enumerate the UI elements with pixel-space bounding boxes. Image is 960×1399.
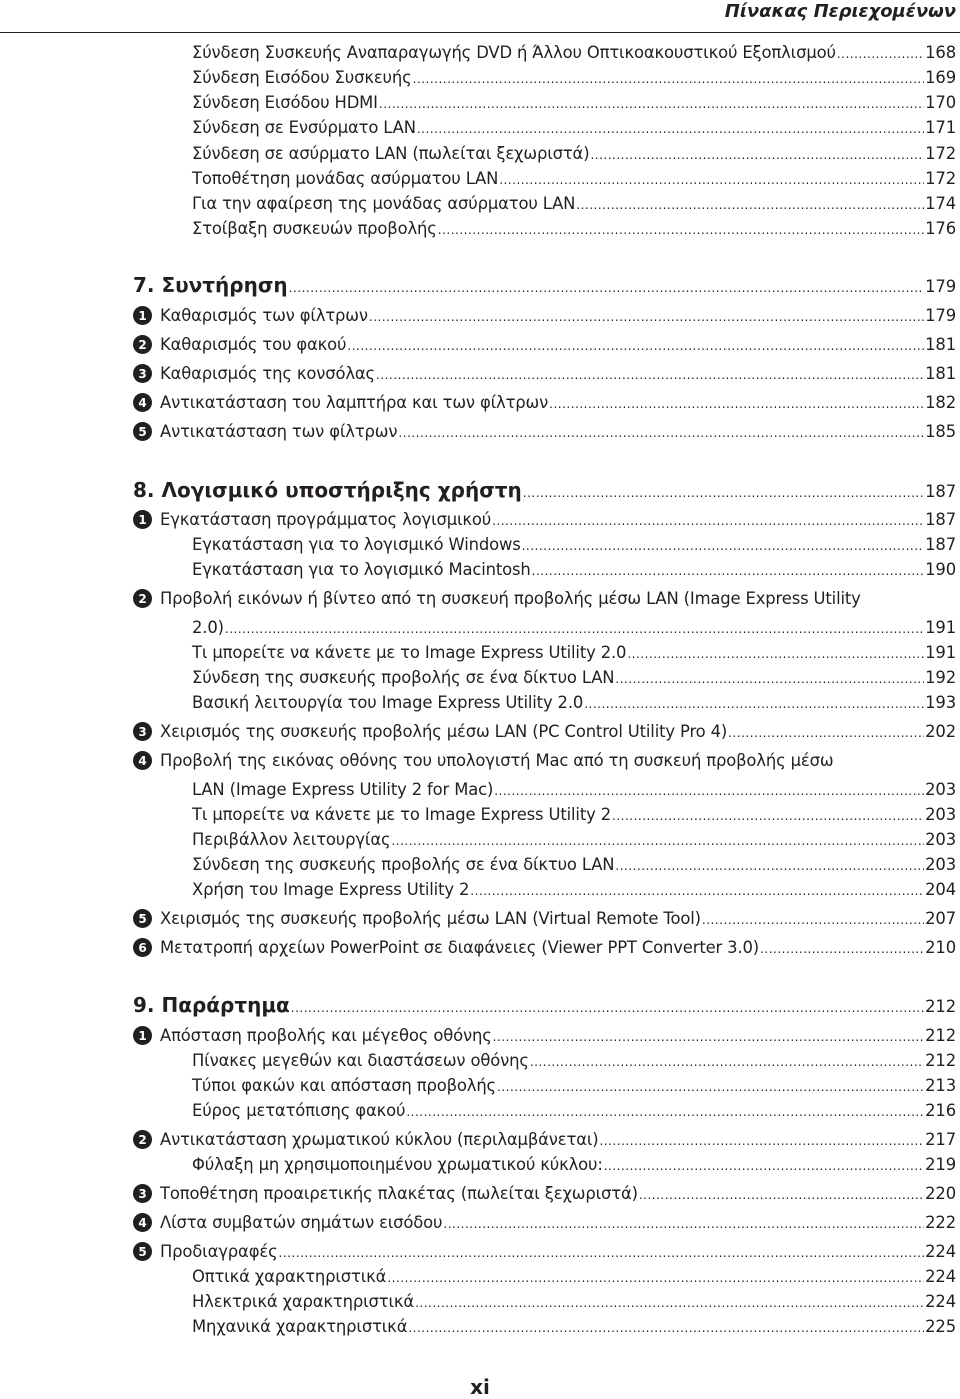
toc-entry[interactable] [0,807,960,823]
toc-entry-page: 220 [925,1184,956,1203]
toc-entry-text: Εύρος μετατόπισης φακού [192,1101,406,1120]
toc-entry-page: 202 [925,722,956,741]
toc-entry-text: Προδιαγραφές [160,1242,278,1261]
toc-entry-text: Λίστα συμβατών σημάτων εισόδου [160,1213,443,1232]
toc-entry-page: 191 [925,643,956,662]
toc-entry[interactable] [0,395,960,411]
toc-entry[interactable] [0,196,960,212]
toc-entry[interactable] [0,645,960,661]
toc-entry-text: Σύνδεση της συσκευής προβολής σε ένα δίκτυο LAN [192,668,615,687]
toc-leader [584,698,924,710]
toc-entry[interactable] [0,171,960,187]
chapter-title: 9. Παράρτημα [133,993,290,1017]
toc-leader [406,1106,924,1118]
toc-entry[interactable] [0,1078,960,1094]
toc-entry[interactable] [0,120,960,136]
toc-leader [522,540,925,552]
toc-entry[interactable] [0,940,960,956]
toc-entry-text: Εγκατάσταση για το λογισμικό Windows [192,535,521,554]
toc-entry-page: 179 [925,306,956,325]
toc-leader [549,398,924,410]
toc-entry[interactable] [0,70,960,86]
page-header [0,0,960,33]
toc-entry-page: 172 [925,169,956,188]
chapter-title: 8. Λογισμικό υποστήριξης χρήστη [133,478,522,502]
toc-entry-page: 219 [925,1155,956,1174]
toc-entry-page: 210 [925,938,956,957]
toc-leader [443,1218,924,1230]
toc-entry-text: Καθαρισμός της κονσόλας [160,364,376,383]
toc-entry-text: Σύνδεση Εισόδου Συσκευής [192,68,412,87]
toc-entry-text: Τι μπορείτε να κάνετε με το Image Express Utility 2 [192,805,611,824]
toc-entry-text: Εγκατάσταση προγράμματος λογισμικού [160,510,492,529]
toc-leader [615,860,924,872]
number-badge: 2 [133,1130,152,1149]
toc-entry-text: Βασική λειτουργία του Image Express Utility 2.0 [192,693,584,712]
toc-leader [702,914,924,926]
toc-entry-text: Στοίβαξη συσκευών προβολής [192,219,437,238]
number-badge: 1 [133,510,152,529]
number-badge: 1 [133,306,152,325]
toc-entry[interactable] [0,424,960,440]
toc-entry[interactable] [0,857,960,873]
toc-entry-text: Εγκατάσταση για το λογισμικό Macintosh [192,560,531,579]
toc-leader [376,369,924,381]
toc-entry-page: 203 [925,855,956,874]
toc-entry[interactable] [0,1157,960,1173]
toc-entry-text: Αντικατάσταση χρωματικού κύκλου (περιλαμβάνεται) [160,1130,599,1149]
toc-entry-page: 185 [925,422,956,441]
toc-entry-text: Για την αφαίρεση της μονάδας ασύρματου LAN [192,194,576,213]
toc-entry[interactable] [0,366,960,382]
toc-entry-text-cont: 2.0) [192,618,224,637]
toc-entry[interactable] [0,95,960,111]
toc-leader [387,1272,924,1284]
toc-leader [225,623,924,635]
number-badge: 5 [133,909,152,928]
toc-entry-page: 171 [925,118,956,137]
toc-entry-page: 176 [925,219,956,238]
toc-leader [470,885,924,897]
toc-entry[interactable] [0,670,960,686]
toc-chapter-7[interactable] [0,275,960,295]
toc-leader [417,123,924,135]
toc-entry-text: Χειρισμός της συσκευής προβολής μέσω LAN (Virtual Remote Tool) [160,909,701,928]
toc-entry[interactable] [0,146,960,162]
toc-leader [728,727,924,739]
toc-entry-text: Μηχανικά χαρακτηριστικά [192,1317,408,1336]
toc-entry-text: Ηλεκτρικά χαρακτηριστικά [192,1292,415,1311]
toc-entry-text: Σύνδεση σε ασύρματο LAN (πωλείται ξεχωριστά) [192,144,590,163]
toc-leader [627,648,924,660]
toc-entry-page: 187 [925,510,956,529]
toc-entry[interactable] [0,1294,960,1310]
toc-entry-page: 182 [925,393,956,412]
toc-leader [379,98,924,110]
toc-entry-wrapped[interactable] [0,591,960,607]
toc-entry-page: 213 [925,1076,956,1095]
toc-entry-page: 207 [925,909,956,928]
toc-entry-page: 217 [925,1130,956,1149]
toc-leader [604,1160,924,1172]
toc-entry-text: Προβολή εικόνων ή βίντεο από τη συσκευή προβολής μέσω LAN (Image Express Utility [160,589,861,608]
toc-entry[interactable] [0,1053,960,1069]
toc-entry[interactable] [0,45,960,61]
toc-entry-page: 224 [925,1267,956,1286]
toc-leader [760,943,924,955]
toc-entry[interactable] [0,221,960,237]
toc-entry-text: Οπτικά χαρακτηριστικά [192,1267,387,1286]
number-badge: 2 [133,589,152,608]
toc-entry[interactable] [0,537,960,553]
toc-entry[interactable] [0,1215,960,1231]
toc-entry[interactable] [0,1244,960,1260]
toc-leader [391,835,924,847]
toc-entry[interactable] [0,832,960,848]
toc-entry[interactable] [0,695,960,711]
toc-entry-text: Τι μπορείτε να κάνετε με το Image Express Utility 2.0 [192,643,627,662]
toc-leader [347,340,924,352]
toc-leader [493,1031,924,1043]
toc-leader [413,73,925,85]
toc-entry[interactable] [0,1186,960,1202]
toc-entry-page: 193 [925,693,956,712]
toc-entry-text: Φύλαξη μη χρησιμοποιημένου χρωματικού κύκλου: [192,1155,603,1174]
toc-leader [497,1081,924,1093]
number-badge: 1 [133,1026,152,1045]
toc-entry-text: Χειρισμός της συσκευής προβολής μέσω LAN (PC Control Utility Pro 4) [160,722,728,741]
number-badge: 2 [133,335,152,354]
toc-entry-text: Σύνδεση της συσκευής προβολής σε ένα δίκτυο LAN [192,855,615,874]
toc-entry-text-cont: LAN (Image Express Utility 2 for Mac) [192,780,494,799]
toc-entry-text: Σύνδεση σε Ενσύρματο LAN [192,118,416,137]
number-badge: 3 [133,1184,152,1203]
toc-entry-page: 174 [925,194,956,213]
toc-entry[interactable] [0,911,960,927]
toc-entry[interactable] [0,882,960,898]
toc-entry-text: Τοποθέτηση μονάδας ασύρματου LAN [192,169,499,188]
toc-leader [523,487,924,499]
toc-entry-text: Σύνδεση Συσκευής Αναπαραγωγής DVD ή Άλλου Οπτικοακουστικού Εξοπλισμού [192,43,836,62]
toc-leader [499,174,924,186]
toc-leader [615,673,924,685]
page-header-title: Πίνακας Περιεχομένων [724,1,956,22]
toc-leader [600,1135,925,1147]
toc-entry-wrapped[interactable] [0,753,960,769]
toc-entry-text: Μετατροπή αρχείων PowerPoint σε διαφάνειες (Viewer PPT Converter 3.0) [160,938,760,957]
toc-entry-text: Αντικατάσταση των φίλτρων [160,422,398,441]
toc-entry-page: 203 [925,805,956,824]
toc-entry-continuation[interactable] [0,620,960,636]
toc-entry-page: 187 [925,535,956,554]
toc-entry[interactable] [0,1132,960,1148]
toc-entry-page: 187 [925,482,956,501]
toc-entry[interactable] [0,308,960,324]
toc-entry[interactable] [0,1269,960,1285]
toc-chapter-9[interactable] [0,995,960,1015]
toc-entry-page: 179 [925,277,956,296]
toc-entry-text: Καθαρισμός του φακού [160,335,347,354]
number-badge: 4 [133,751,152,770]
toc-leader [530,1056,924,1068]
toc-entry-continuation[interactable] [0,782,960,798]
toc-entry-text: Τύποι φακών και απόσταση προβολής [192,1076,497,1095]
toc-leader [279,1247,925,1259]
toc-entry-page: 203 [925,830,956,849]
toc-entry-page: 224 [925,1242,956,1261]
toc-entry-text: Περιβάλλον λειτουργίας [192,830,391,849]
toc-entry[interactable] [0,1103,960,1119]
toc-entry[interactable] [0,512,960,528]
toc-chapter-8[interactable] [0,480,960,500]
number-badge: 3 [133,364,152,383]
toc-entry[interactable] [0,337,960,353]
toc-entry-page: 212 [925,1051,956,1070]
toc-leader [837,48,924,60]
toc-entry[interactable] [0,562,960,578]
toc-leader [639,1189,924,1201]
toc-entry-text: Τοποθέτηση προαιρετικής πλακέτας (πωλείται ξεχωριστά) [160,1184,638,1203]
toc-entry-text: Απόσταση προβολής και μέγεθος οθόνης [160,1026,492,1045]
toc-entry-text: Χρήση του Image Express Utility 2 [192,880,470,899]
toc-entry-page: 224 [925,1292,956,1311]
toc-entry-text: Σύνδεση Εισόδου HDMI [192,93,378,112]
toc-entry-page: 181 [925,335,956,354]
toc-leader [408,1322,924,1334]
toc-entry-page: 192 [925,668,956,687]
toc-entry-page: 222 [925,1213,956,1232]
toc-entry-page: 212 [925,997,956,1016]
toc-entry-page: 172 [925,144,956,163]
toc-entry-page: 168 [925,43,956,62]
toc-entry[interactable] [0,724,960,740]
toc-leader [438,224,924,236]
toc-leader [289,282,925,294]
toc-leader [291,1002,924,1014]
number-badge: 4 [133,1213,152,1232]
toc-entry[interactable] [0,1028,960,1044]
toc-entry-page: 203 [925,780,956,799]
toc-entry-page: 191 [925,618,956,637]
number-badge: 5 [133,1242,152,1261]
toc-entry-page: 212 [925,1026,956,1045]
toc-entry-page: 190 [925,560,956,579]
toc-entry-page: 170 [925,93,956,112]
toc-leader [494,785,924,797]
toc-entry-text: Προβολή της εικόνας οθόνης του υπολογιστή Mac από τη συσκευή προβολής μέσω [160,751,834,770]
toc-leader [590,149,924,161]
toc-leader [612,810,924,822]
toc-entry[interactable] [0,1319,960,1335]
toc-entry-page: 204 [925,880,956,899]
number-badge: 5 [133,422,152,441]
toc-leader [415,1297,924,1309]
toc-leader [532,565,924,577]
toc-entry-page: 169 [925,68,956,87]
page-number: xi [470,1375,490,1399]
toc-entry-text: Αντικατάσταση του λαμπτήρα και των φίλτρων [160,393,549,412]
number-badge: 6 [133,938,152,957]
number-badge: 4 [133,393,152,412]
toc-entry-page: 216 [925,1101,956,1120]
toc-entry-page: 181 [925,364,956,383]
toc-leader [369,311,924,323]
toc-entry-page: 225 [925,1317,956,1336]
toc-entry-text: Καθαρισμός των φίλτρων [160,306,368,325]
toc-leader [576,199,924,211]
toc-entry-text: Πίνακες μεγεθών και διαστάσεων οθόνης [192,1051,529,1070]
number-badge: 3 [133,722,152,741]
toc-leader [398,427,924,439]
chapter-title: 7. Συντήρηση [133,273,288,297]
toc-leader [492,515,924,527]
